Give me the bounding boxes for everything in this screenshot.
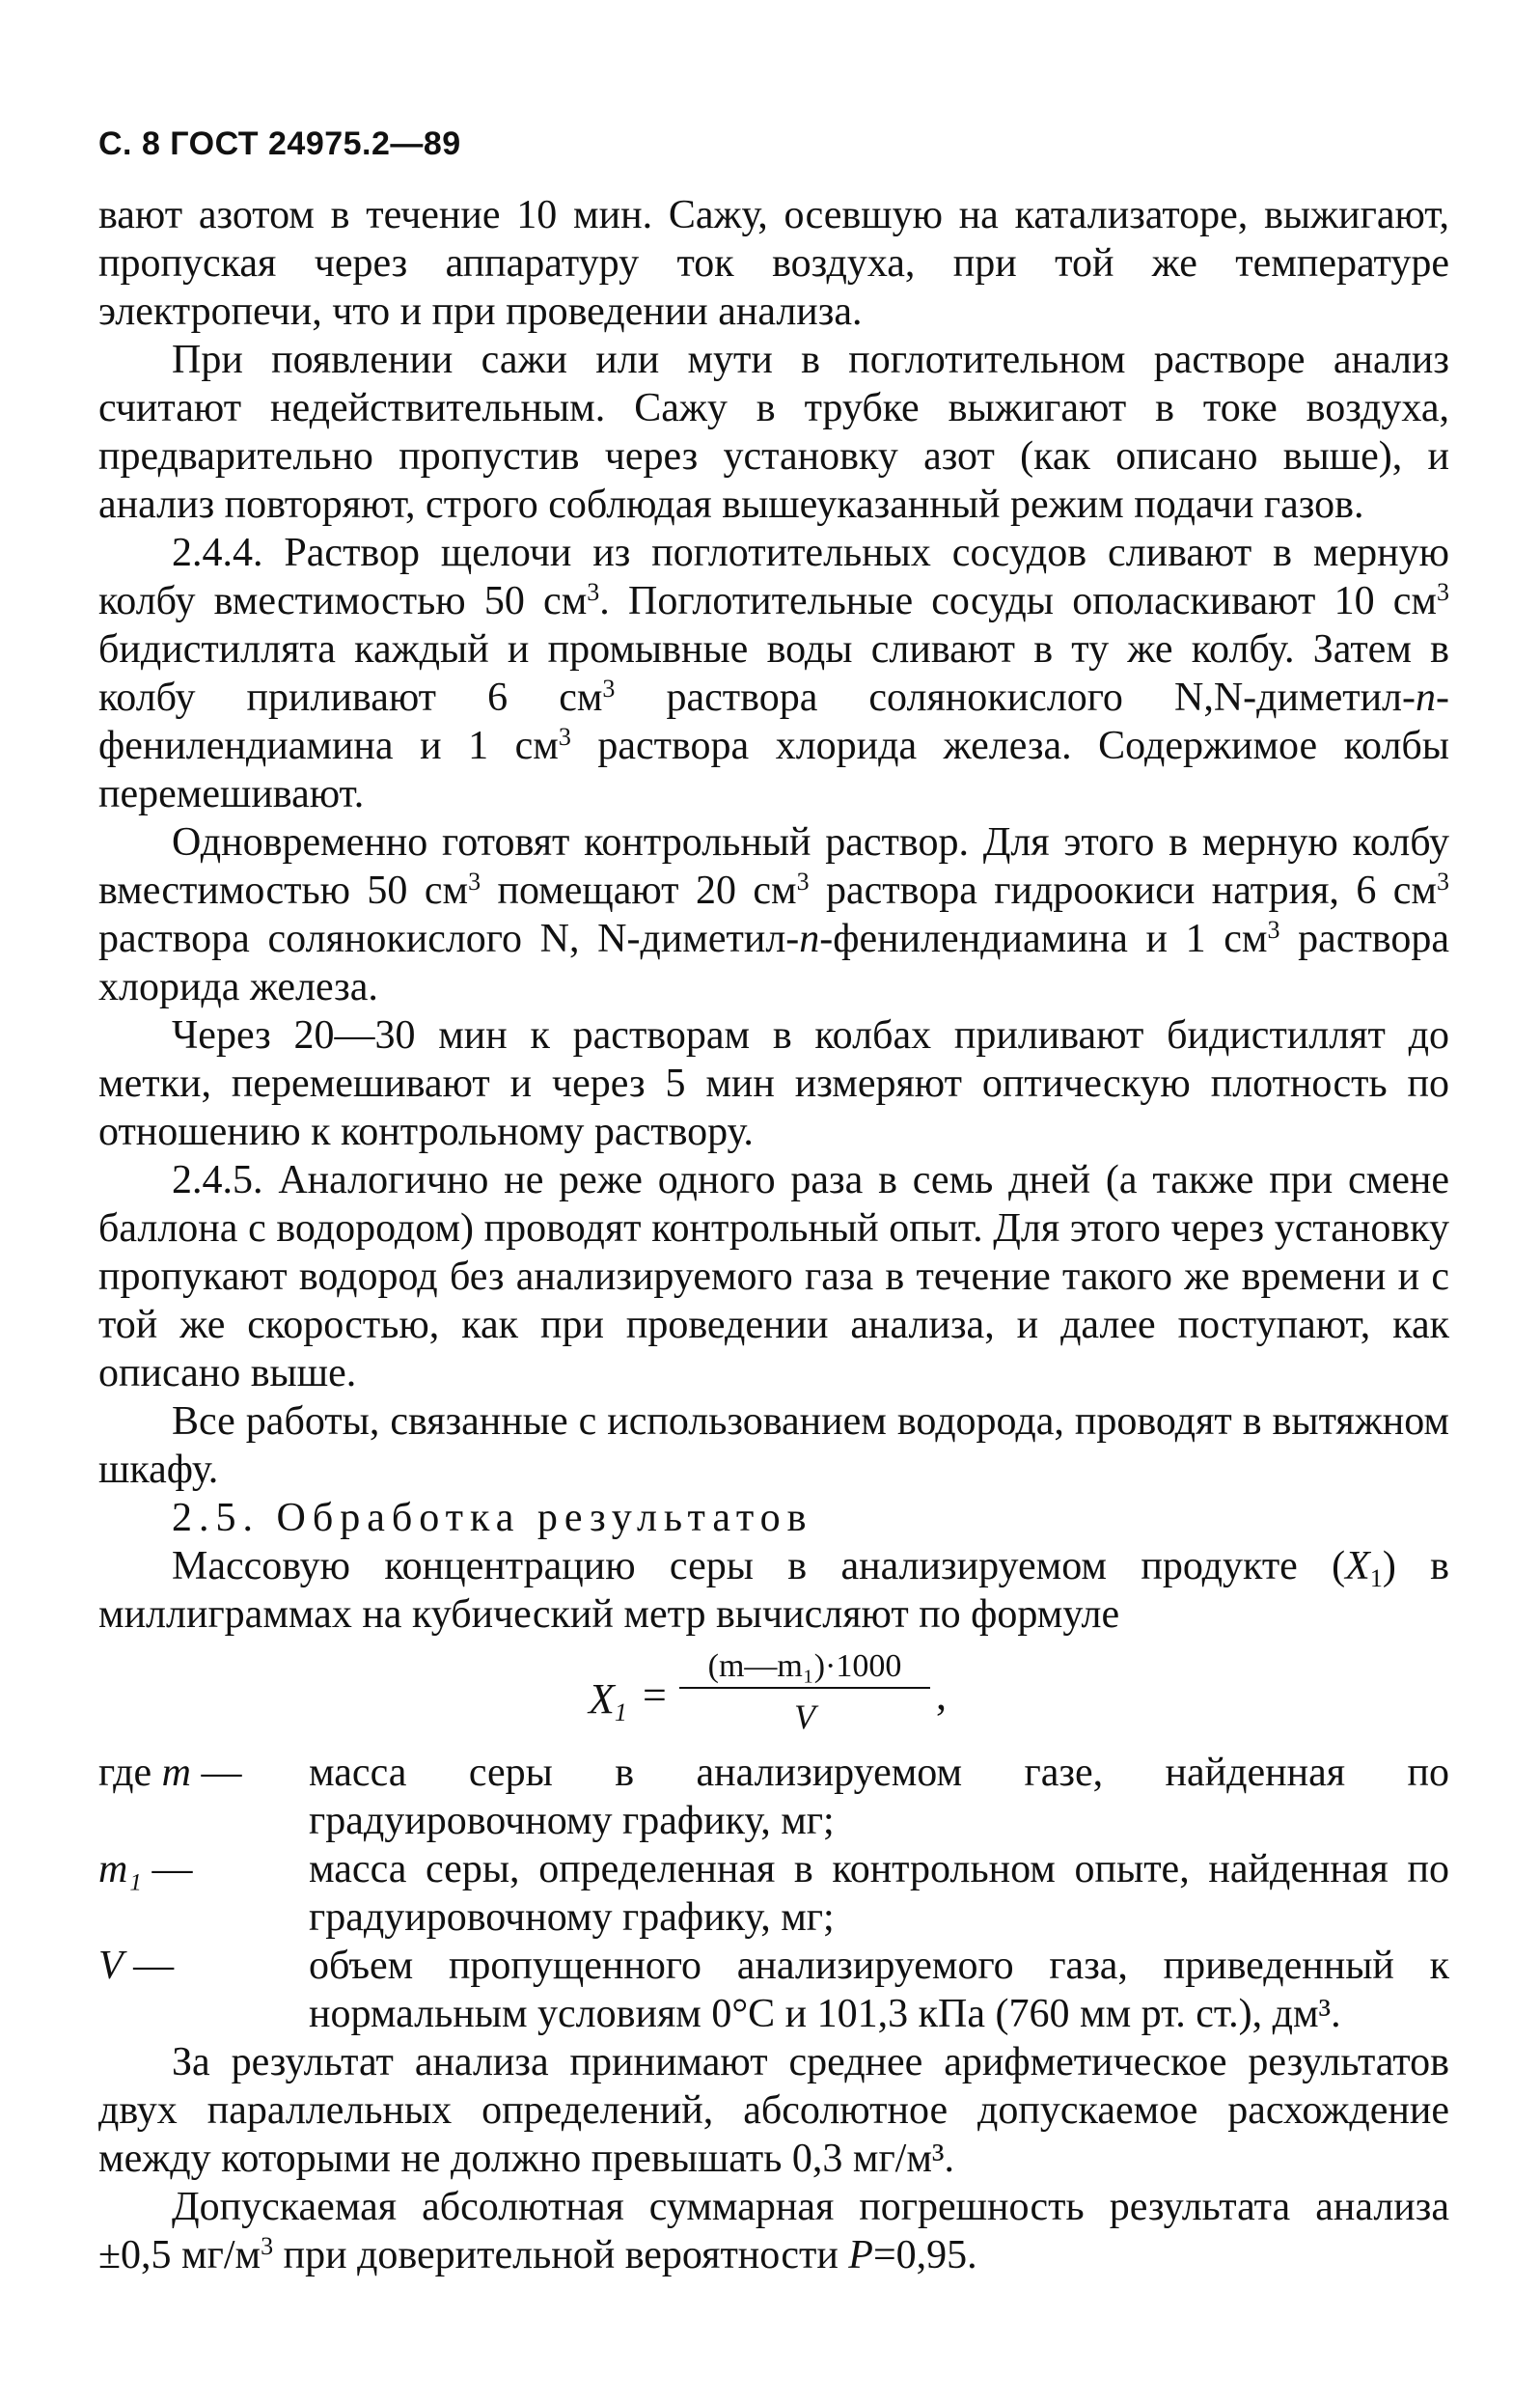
definition-dash: — <box>123 1944 175 1988</box>
text-run: Допускаемая абсолютная суммарная погрешность результата анализа ±0,5 мг/м <box>98 2185 1449 2277</box>
text-run: раствора солянокислого N, N-диметил- <box>98 917 800 961</box>
definition-prefix: где <box>98 1751 162 1795</box>
subscript: 1 <box>1369 1564 1383 1592</box>
definition-dash: — <box>191 1751 242 1795</box>
text-run: . Поглотительные сосуды ополаскивают 10 см <box>599 579 1437 623</box>
paragraph-1: вают азотом в течение 10 мин. Сажу, осевшую на катализаторе, выжигают, пропуская через аппаратуру ток воздуха, при той же температуре электропечи, что и при проведении анализа. <box>98 193 1449 334</box>
definitions-list <box>98 1749 1449 2038</box>
definition-m1 <box>98 1845 1449 1942</box>
definition-key <box>98 1845 303 1893</box>
superscript: 3 <box>1267 916 1280 944</box>
formula <box>589 1642 994 1739</box>
text-run: ) в миллиграммах на кубический метр вычисляют по формуле <box>98 1544 1449 1637</box>
body-text <box>98 191 1449 2279</box>
definition-v <box>98 1942 1449 2038</box>
text-run: помещают 20 см <box>481 869 797 913</box>
definition-text: объем пропущенного анализируемого газа, приведенный к нормальным условиям 0°С и 101,3 кПа (760 мм рт. ст.), дм³. <box>309 1944 1449 2036</box>
text-run: -фенилендиамина и 1 см <box>98 676 1449 768</box>
definition-text: масса серы, определенная в контрольном опыте, найденная по градуировочному графику, мг; <box>309 1847 1449 1940</box>
paragraph-hydrogen-safety: Все работы, связанные с использованием водорода, проводят в вытяжном шкафу. <box>98 1399 1449 1492</box>
definition-symbol: V <box>98 1944 124 1988</box>
superscript: 3 <box>1437 578 1449 606</box>
superscript: 3 <box>587 578 600 606</box>
superscript: 3 <box>261 2232 274 2260</box>
formula-block <box>98 1639 1449 1745</box>
superscript: 3 <box>558 723 571 751</box>
paragraph-2-4-4 <box>98 529 1449 818</box>
definition-key <box>98 1749 303 1797</box>
superscript: 3 <box>1437 868 1449 896</box>
definition-symbol: m <box>161 1751 191 1795</box>
definition-dash: — <box>141 1847 193 1891</box>
text-run: раствора гидроокиси натрия, 6 см <box>809 869 1437 913</box>
variable: P <box>848 2233 873 2277</box>
text-run: раствора солянокислого N,N-диметил- <box>615 676 1416 720</box>
paragraph-2: При появлении сажи или мути в поглотительном растворе анализ считают недействительным. Сажу в трубке выжигают в токе воздуха, предварительно пропустив через установку азот (как описано выше), и анализ повторяют, строго соблюдая вышеуказанный режим подачи газов. <box>98 338 1449 527</box>
paragraph-control-solution <box>98 818 1449 1011</box>
formula-lhs-var: X <box>589 1675 615 1723</box>
page-header: С. 8 ГОСТ 24975.2—89 <box>98 125 461 162</box>
formula-numerator: (m—m₁)·1000 <box>707 1648 902 1684</box>
definition-symbol: m₁ <box>98 1847 142 1891</box>
definition-text: масса серы в анализируемом газе, найденная по градуировочному графику, мг; <box>309 1751 1449 1843</box>
variable: X <box>1345 1544 1370 1588</box>
formula-denominator: V <box>794 1697 815 1736</box>
definition-m <box>98 1749 1449 1845</box>
paragraph-2-4-5: 2.4.5. Аналогично не реже одного раза в семь дней (а также при смене баллона с водородом) проводят контрольный опыт. Для этого через установку пропукают водород без анализируемого газа в течение такого же времени и с той же скоростью, как при проведении анализа, и далее поступают, как описано выше. <box>98 1158 1449 1395</box>
paragraph-error <box>98 2183 1449 2279</box>
definition-key <box>98 1942 303 1990</box>
text-run: 2.4.4. Раствор щелочи из поглотительных сосудов сливают в мерную колбу вместимостью 50 см <box>98 531 1449 623</box>
fraction-bar <box>679 1687 930 1689</box>
formula-lhs-sub: 1 <box>614 1698 627 1726</box>
text-run: раствора хлорида железа. Содержимое колбы перемешивают. <box>98 724 1449 816</box>
italic-run: n <box>799 917 820 961</box>
superscript: 3 <box>602 675 616 703</box>
paragraph-result: За результат анализа принимают среднее арифметическое результатов двух параллельных определений, абсолютное допускаемое расхождение между которыми не должно превышать 0,3 мг/м³. <box>98 2040 1449 2181</box>
paragraph-formula-intro <box>98 1542 1449 1639</box>
text-run: бидистиллята каждый и промывные воды сливают в ту же колбу. Затем в колбу приливают 6 см <box>98 627 1449 720</box>
section-title-2-5: 2.5. Обработка результатов <box>172 1496 813 1540</box>
text-run: =0,95. <box>872 2233 977 2277</box>
formula-equals: = <box>643 1671 667 1719</box>
formula-lhs <box>589 1675 627 1724</box>
formula-comma: , <box>936 1671 947 1719</box>
text-run: Массовую концентрацию серы в анализируемом продукте ( <box>172 1544 1346 1588</box>
italic-run: n <box>1416 676 1436 720</box>
text-run: при доверительной вероятности <box>273 2233 849 2277</box>
text-run: -фенилендиамина и 1 см <box>819 917 1268 961</box>
text-run: раствора хлорида железа. <box>98 917 1449 1009</box>
paragraph-optical-density: Через 20—30 мин к растворам в колбах приливают бидистиллят до метки, перемешивают и через 5 мин измеряют оптическую плотность по отношению к контрольному раствору. <box>98 1013 1449 1154</box>
superscript: 3 <box>468 868 481 896</box>
superscript: 3 <box>796 868 810 896</box>
text-run: Одновременно готовят контрольный раствор. Для этого в мерную колбу вместимостью 50 см <box>98 820 1449 913</box>
